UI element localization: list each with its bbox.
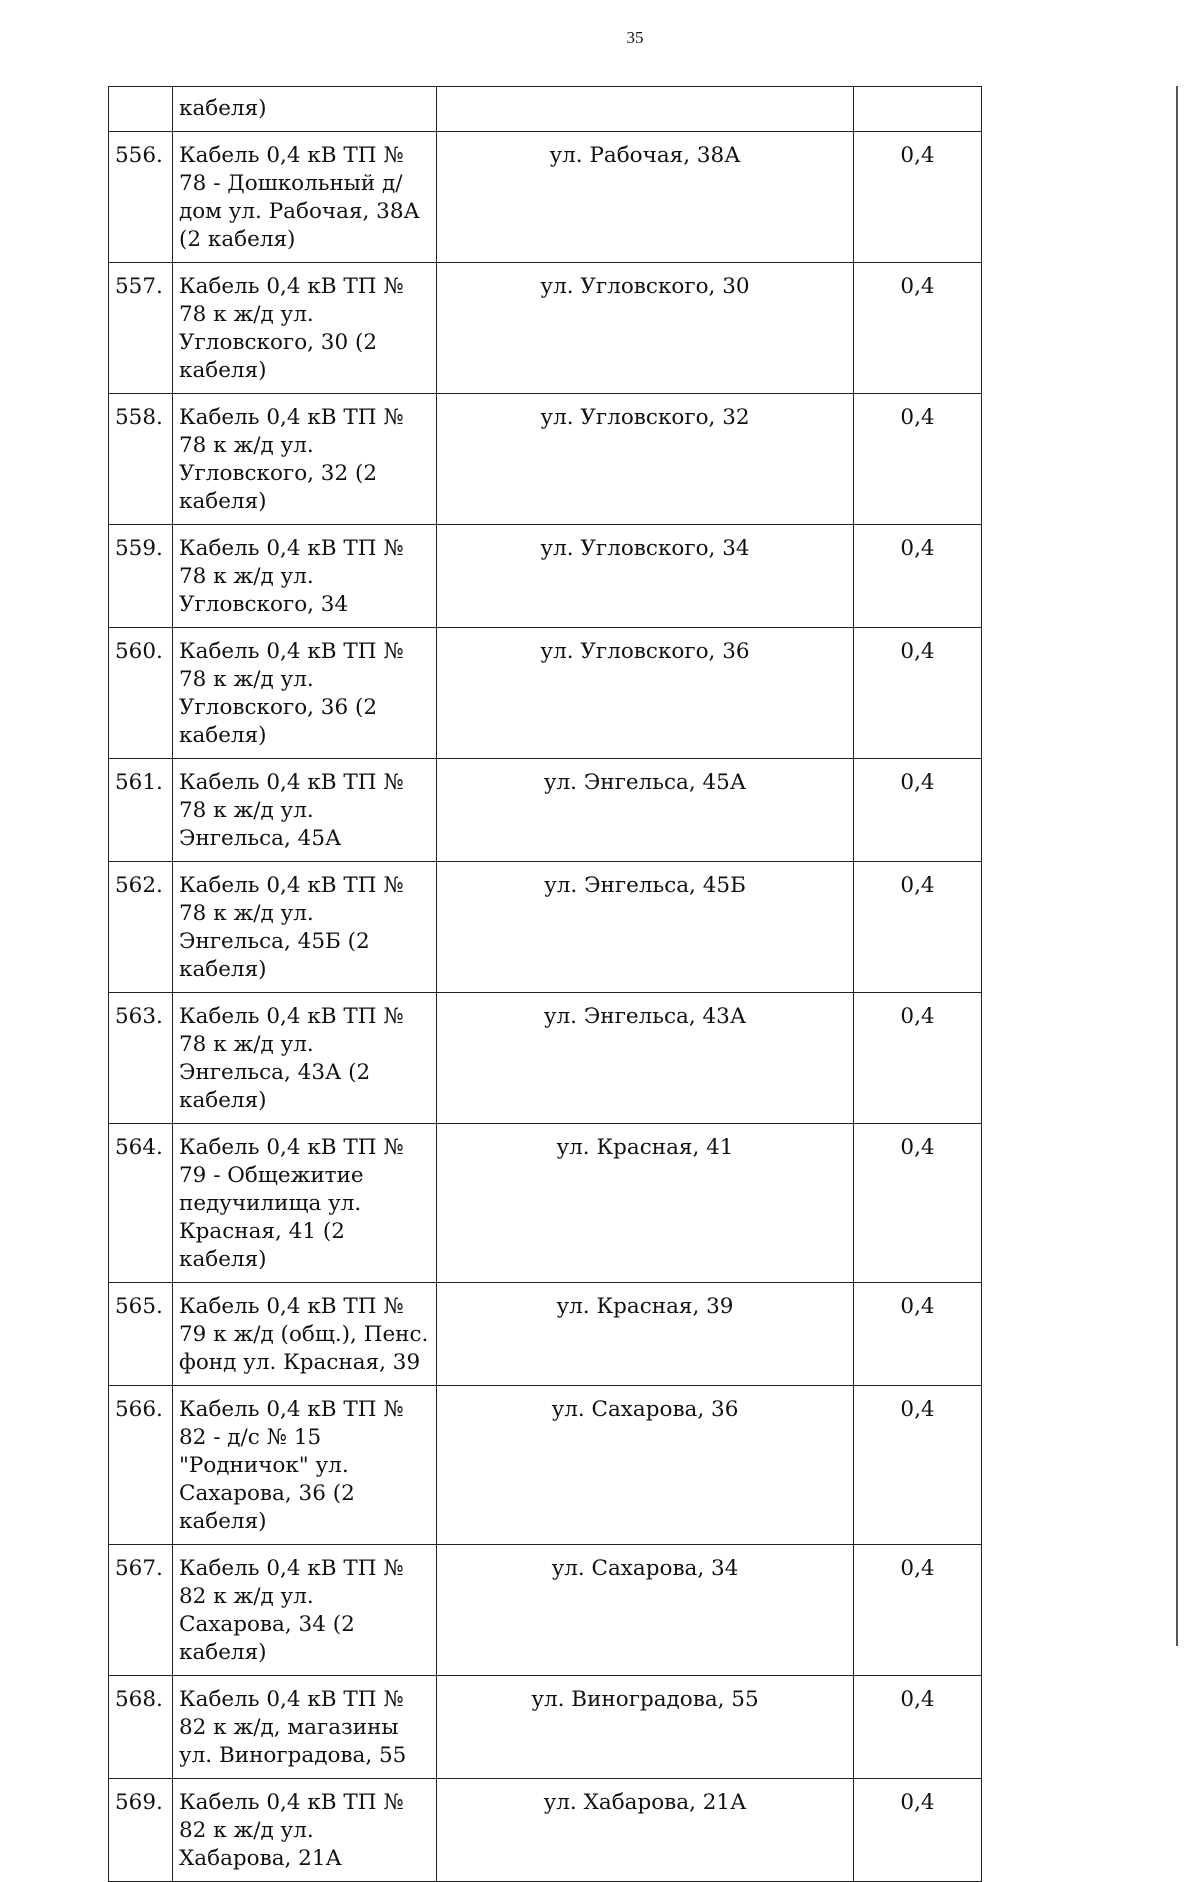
voltage-cell: 0,4 — [854, 1676, 982, 1779]
description-cell: Кабель 0,4 кВ ТП № 82 - д/с № 15 "Родничок" ул. Сахарова, 36 (2 кабеля) — [173, 1386, 437, 1545]
row-number-cell: 569. — [109, 1779, 173, 1882]
address-cell: ул. Угловского, 32 — [437, 394, 854, 525]
table-row — [109, 132, 982, 263]
row-number-cell: 565. — [109, 1283, 173, 1386]
cable-registry-table — [108, 86, 982, 1882]
row-number-cell: 562. — [109, 862, 173, 993]
table-row — [109, 993, 982, 1124]
address-cell: ул. Хабарова, 21А — [437, 1779, 854, 1882]
table-row — [109, 628, 982, 759]
description-cell: кабеля) — [173, 87, 437, 132]
row-number-cell: 563. — [109, 993, 173, 1124]
row-number-cell: 568. — [109, 1676, 173, 1779]
voltage-cell: 0,4 — [854, 394, 982, 525]
row-number-cell: 558. — [109, 394, 173, 525]
address-cell: ул. Красная, 39 — [437, 1283, 854, 1386]
row-number-cell: 560. — [109, 628, 173, 759]
table-row-continuation — [109, 87, 982, 132]
description-cell: Кабель 0,4 кВ ТП № 79 к ж/д (общ.), Пенс. фонд ул. Красная, 39 — [173, 1283, 437, 1386]
row-number-cell: 556. — [109, 132, 173, 263]
table-row — [109, 1545, 982, 1676]
description-cell: Кабель 0,4 кВ ТП № 78 к ж/д ул. Угловского, 34 — [173, 525, 437, 628]
voltage-cell: 0,4 — [854, 862, 982, 993]
row-number-cell: 566. — [109, 1386, 173, 1545]
voltage-cell: 0,4 — [854, 1779, 982, 1882]
voltage-cell: 0,4 — [854, 525, 982, 628]
page-number: 35 — [626, 28, 644, 47]
description-cell: Кабель 0,4 кВ ТП № 82 к ж/д ул. Сахарова, 34 (2 кабеля) — [173, 1545, 437, 1676]
voltage-cell: 0,4 — [854, 759, 982, 862]
description-cell: Кабель 0,4 кВ ТП № 78 к ж/д ул. Энгельса, 45Б (2 кабеля) — [173, 862, 437, 993]
description-cell: Кабель 0,4 кВ ТП № 79 - Общежитие педучилища ул. Красная, 41 (2 кабеля) — [173, 1124, 437, 1283]
table-row — [109, 1779, 982, 1882]
description-cell: Кабель 0,4 кВ ТП № 82 к ж/д, магазины ул. Виноградова, 55 — [173, 1676, 437, 1779]
description-cell: Кабель 0,4 кВ ТП № 78 к ж/д ул. Угловского, 30 (2 кабеля) — [173, 263, 437, 394]
voltage-cell: 0,4 — [854, 628, 982, 759]
description-cell: Кабель 0,4 кВ ТП № 82 к ж/д ул. Хабарова, 21А — [173, 1779, 437, 1882]
table-row — [109, 1676, 982, 1779]
voltage-cell: 0,4 — [854, 263, 982, 394]
address-cell: ул. Рабочая, 38А — [437, 132, 854, 263]
row-number-cell: 557. — [109, 263, 173, 394]
address-cell: ул. Угловского, 34 — [437, 525, 854, 628]
row-number-cell: 567. — [109, 1545, 173, 1676]
right-margin-line — [1176, 86, 1178, 1646]
address-cell — [437, 87, 854, 132]
address-cell: ул. Угловского, 36 — [437, 628, 854, 759]
table-row — [109, 759, 982, 862]
voltage-cell: 0,4 — [854, 1545, 982, 1676]
address-cell: ул. Сахарова, 34 — [437, 1545, 854, 1676]
address-cell: ул. Виноградова, 55 — [437, 1676, 854, 1779]
voltage-cell — [854, 87, 982, 132]
table-row — [109, 394, 982, 525]
voltage-cell: 0,4 — [854, 1124, 982, 1283]
table-body — [109, 87, 982, 1882]
address-cell: ул. Красная, 41 — [437, 1124, 854, 1283]
description-cell: Кабель 0,4 кВ ТП № 78 - Дошкольный д/дом ул. Рабочая, 38А (2 кабеля) — [173, 132, 437, 263]
address-cell: ул. Энгельса, 45Б — [437, 862, 854, 993]
table-row — [109, 1386, 982, 1545]
row-number-cell: 559. — [109, 525, 173, 628]
description-cell: Кабель 0,4 кВ ТП № 78 к ж/д ул. Угловского, 32 (2 кабеля) — [173, 394, 437, 525]
table-row — [109, 1124, 982, 1283]
voltage-cell: 0,4 — [854, 1386, 982, 1545]
voltage-cell: 0,4 — [854, 993, 982, 1124]
address-cell: ул. Сахарова, 36 — [437, 1386, 854, 1545]
table-row — [109, 862, 982, 993]
table-row — [109, 525, 982, 628]
address-cell: ул. Угловского, 30 — [437, 263, 854, 394]
voltage-cell: 0,4 — [854, 1283, 982, 1386]
address-cell: ул. Энгельса, 43А — [437, 993, 854, 1124]
description-cell: Кабель 0,4 кВ ТП № 78 к ж/д ул. Угловского, 36 (2 кабеля) — [173, 628, 437, 759]
row-number-cell — [109, 87, 173, 132]
voltage-cell: 0,4 — [854, 132, 982, 263]
table-row — [109, 263, 982, 394]
description-cell: Кабель 0,4 кВ ТП № 78 к ж/д ул. Энгельса, 43А (2 кабеля) — [173, 993, 437, 1124]
address-cell: ул. Энгельса, 45А — [437, 759, 854, 862]
row-number-cell: 564. — [109, 1124, 173, 1283]
row-number-cell: 561. — [109, 759, 173, 862]
description-cell: Кабель 0,4 кВ ТП № 78 к ж/д ул. Энгельса, 45А — [173, 759, 437, 862]
table-row — [109, 1283, 982, 1386]
